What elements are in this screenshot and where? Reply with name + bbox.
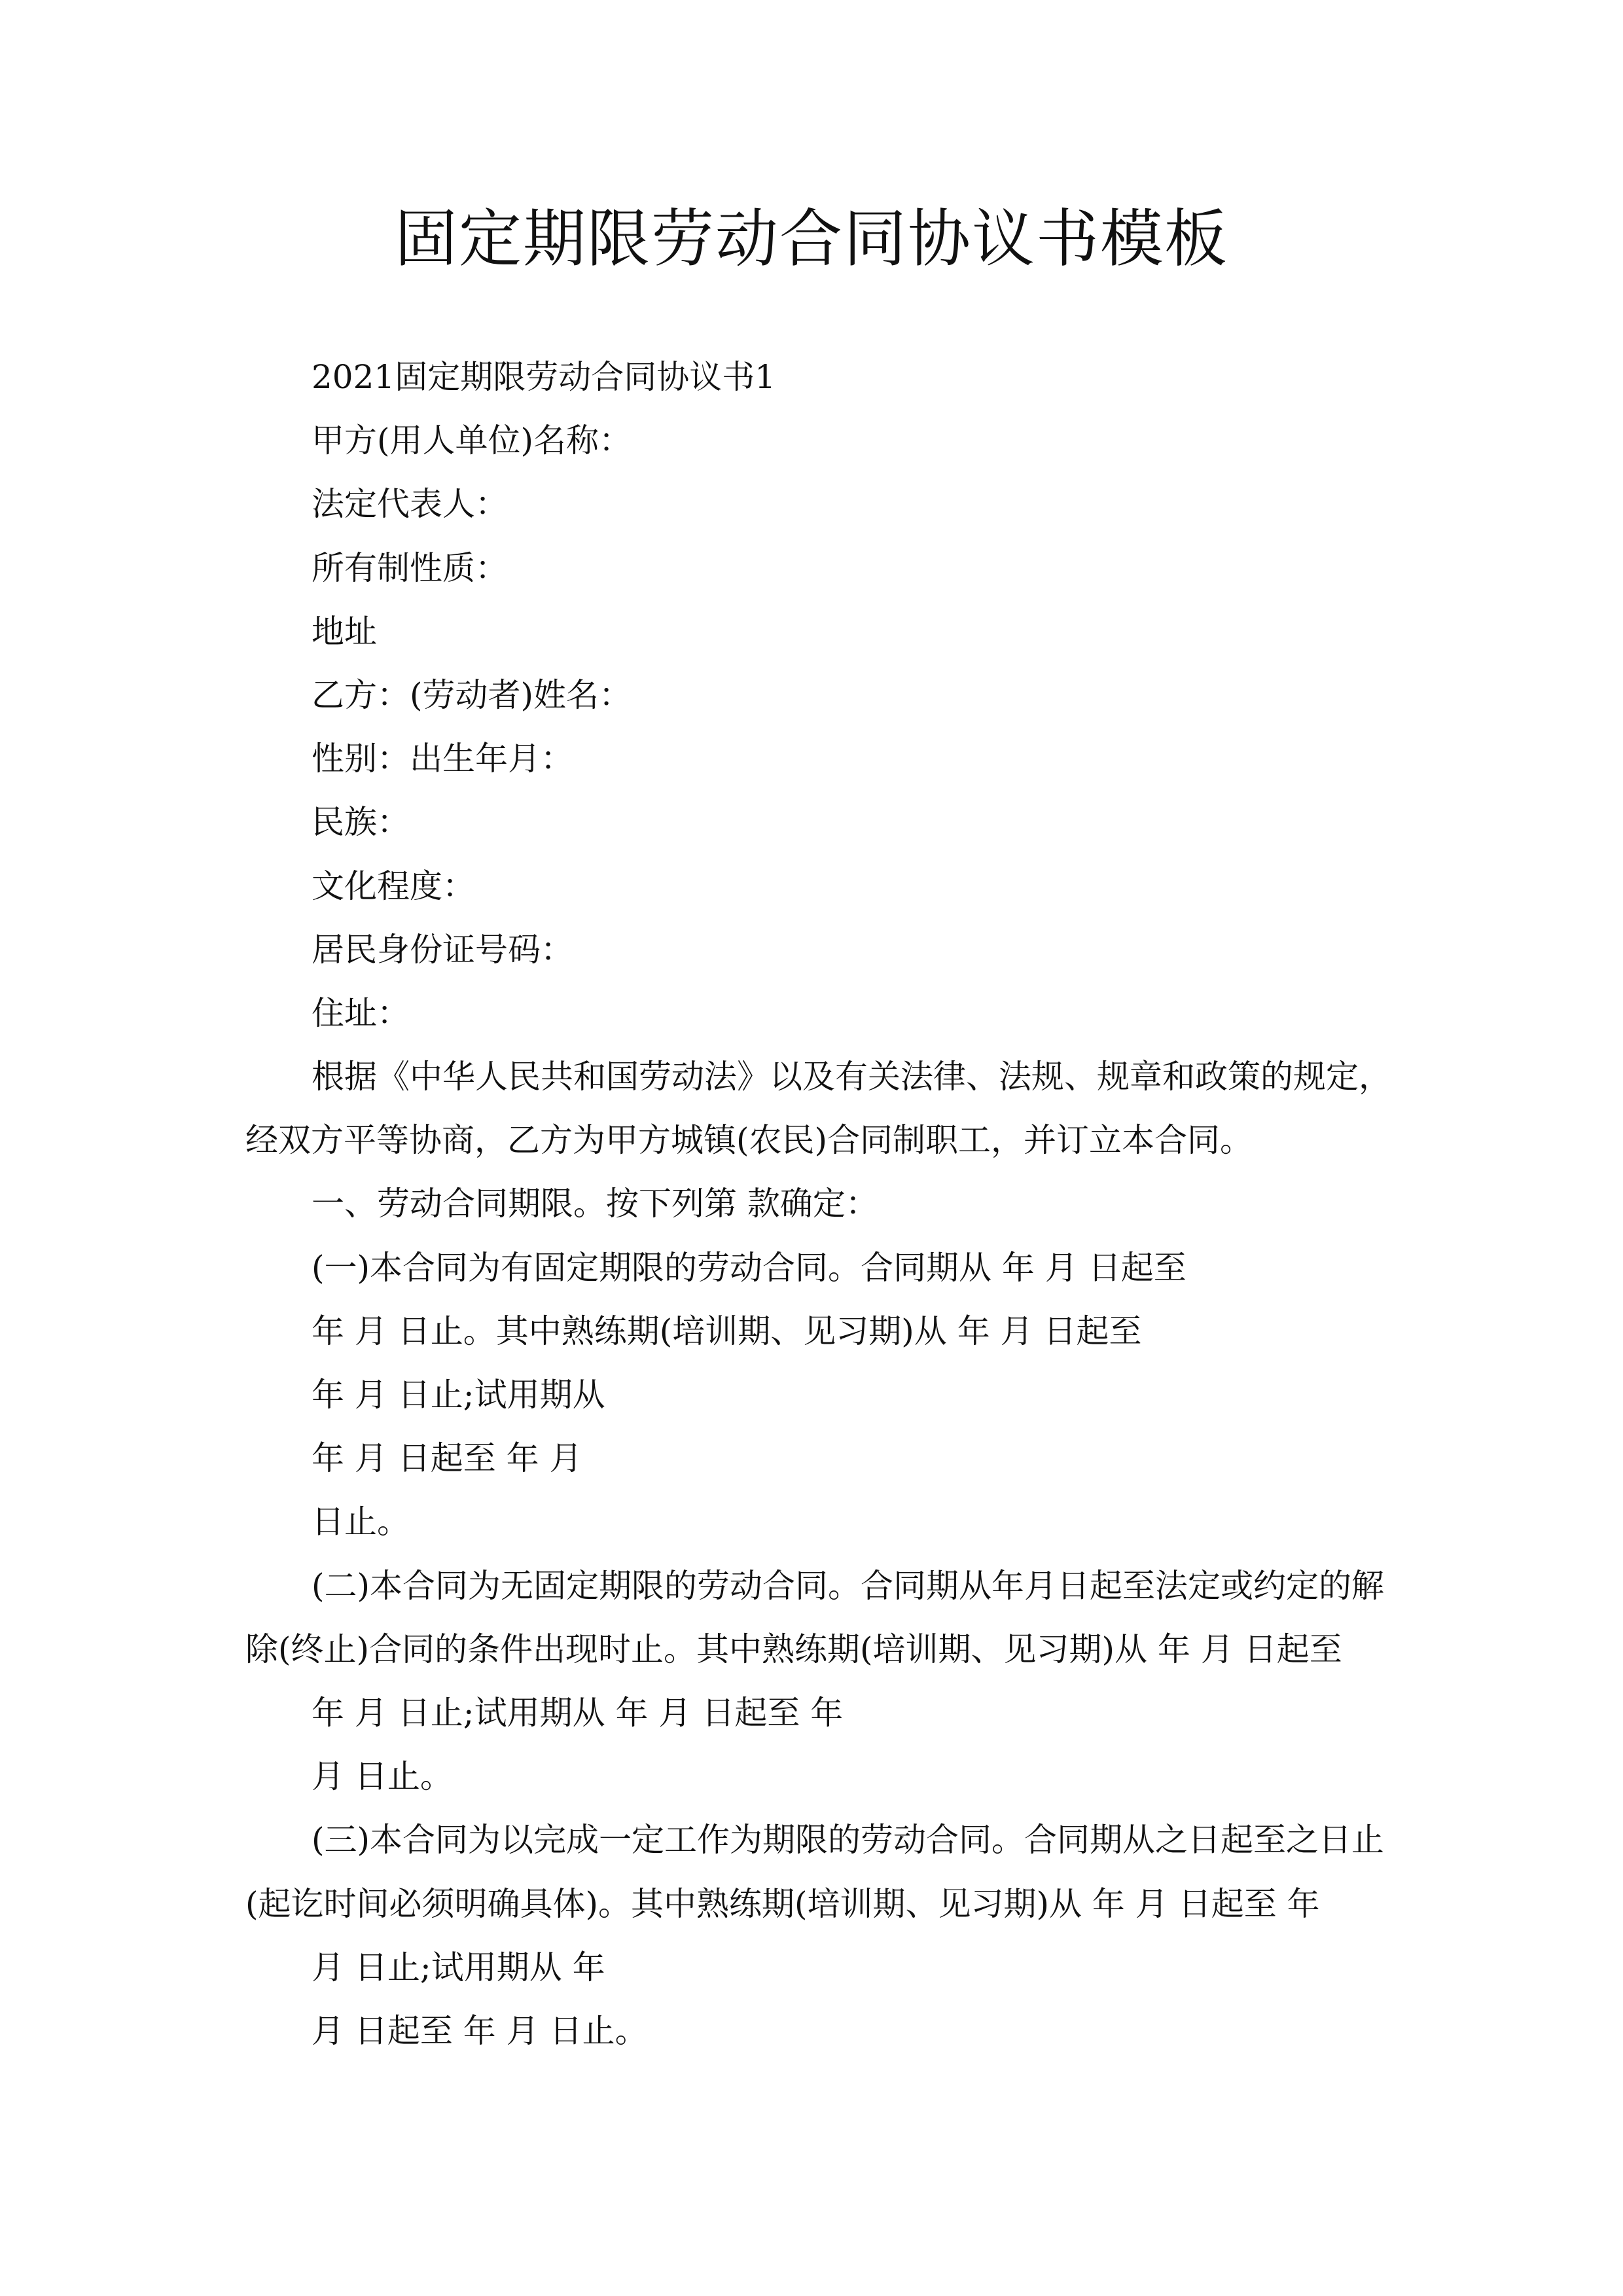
document-line: 日止。 bbox=[312, 1503, 410, 1541]
document-line: 性别：出生年月： bbox=[312, 740, 573, 778]
document-line: 地址 bbox=[312, 612, 377, 651]
document-line: 居民身份证号码： bbox=[312, 930, 573, 969]
document-line: 经双方平等协商，乙方为甲方城镇(农民)合同制职工，并订立本合同。 bbox=[245, 1121, 1253, 1160]
document-line: 年 月 日止;试用期从 年 月 日起至 年 bbox=[312, 1693, 844, 1732]
document-line: (一)本合同为有固定期限的劳动合同。合同期从 年 月 日起至 bbox=[312, 1248, 1186, 1287]
document-line: 年 月 日止。其中熟练期(培训期、见习期)从 年 月 日起至 bbox=[312, 1312, 1142, 1350]
document-title: 固定期限劳动合同协议书模板 bbox=[395, 202, 1228, 276]
document-line: 乙方：(劳动者)姓名： bbox=[312, 675, 632, 714]
document-line: 根据《中华人民共和国劳动法》以及有关法律、法规、规章和政策的规定， bbox=[312, 1058, 1391, 1096]
document-line: 文化程度： bbox=[312, 867, 475, 905]
document-line: 住址： bbox=[312, 994, 410, 1032]
document-line: 除(终止)合同的条件出现时止。其中熟练期(培训期、见习期)从 年 月 日起至 bbox=[245, 1630, 1342, 1668]
document-line: 2021固定期限劳动合同协议书1 bbox=[312, 358, 776, 396]
document-line: 年 月 日止;试用期从 bbox=[312, 1376, 605, 1414]
document-line: 甲方(用人单位)名称： bbox=[312, 422, 632, 460]
document-line: 法定代表人： bbox=[312, 485, 508, 524]
document-line: 月 日起至 年 月 日止。 bbox=[312, 2011, 648, 2050]
document-line: 所有制性质： bbox=[312, 548, 508, 587]
document-line: (三)本合同为以完成一定工作为期限的劳动合同。合同期从之日起至之日止 bbox=[312, 1821, 1385, 1859]
document-line: 年 月 日起至 年 月 bbox=[312, 1439, 582, 1478]
document-line: 月 日止。 bbox=[312, 1757, 453, 1796]
document-line: 月 日止;试用期从 年 bbox=[312, 1948, 605, 1986]
document-line: (起讫时间必须明确具体)。其中熟练期(培训期、见习期)从 年 月 日起至 年 bbox=[245, 1884, 1320, 1923]
document-line: 一、劳动合同期限。按下列第 款确定： bbox=[312, 1185, 878, 1223]
document-line: 民族： bbox=[312, 803, 410, 842]
document-body bbox=[245, 346, 1397, 2063]
document-line: (二)本合同为无固定期限的劳动合同。合同期从年月日起至法定或约定的解 bbox=[312, 1566, 1385, 1605]
